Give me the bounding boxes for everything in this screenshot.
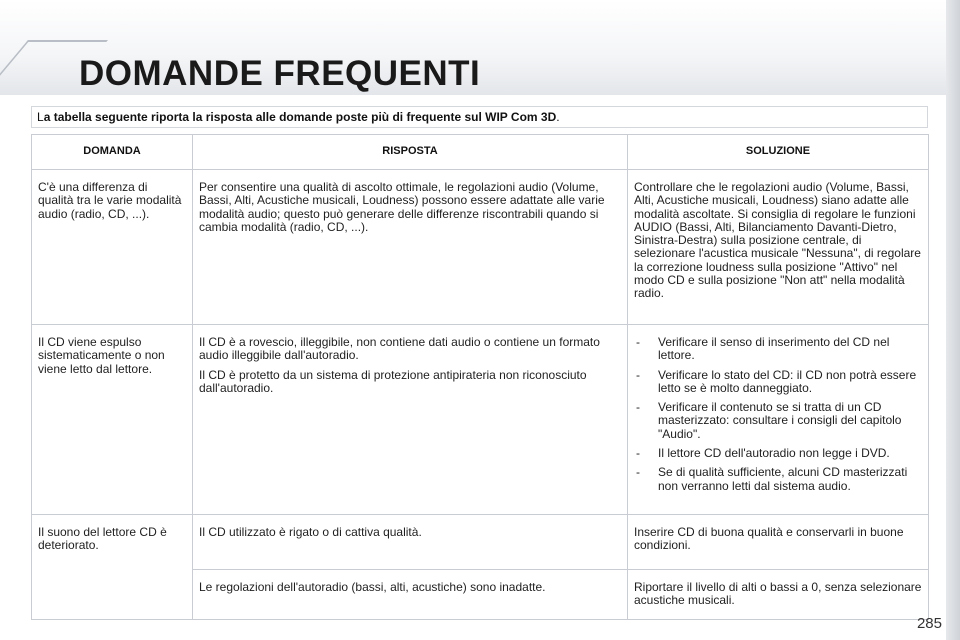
domanda-cell: Il CD viene espulso sistematicamente o non viene letto dal lettore. — [32, 325, 193, 515]
list-item: - Verificare il contenuto se si tratta di un CD masterizzato: consultare i consigli del capitolo "Audio". — [634, 401, 922, 441]
intro-text — [37, 110, 560, 124]
domanda-cell: Il suono del lettore CD è deteriorato. — [32, 515, 193, 620]
risposta-cell: Le regolazioni dell'autoradio (bassi, alti, acustiche) sono inadatte. — [193, 570, 628, 620]
soluzione-cell: Controllare che le regolazioni audio (Volume, Bassi, Alti, Acustiche musicali, Loudness) siano adatte alle modalità ascoltate. Si consiglia di regolare le funzioni AUDIO (Bassi, Alti, Bilanciamento Davanti-Dietro, Sinistra-Destra) sulla posizione centrale, di selezionare l'acustica musicale "Nessuna", di regolare la correzione loudness sulla posizione "Attivo" nel modo CD e sulla posizione "Non att" nella modalità radio. — [628, 170, 929, 325]
intro-box — [31, 106, 928, 128]
page-title: DOMANDE FREQUENTI — [79, 54, 481, 93]
risposta-paragraph: Il CD è a rovescio, illeggibile, non contiene dati audio o contiene un formato audio illeggibile dall'autoradio. — [199, 335, 600, 363]
faq-table — [31, 134, 929, 620]
table-header-row — [32, 135, 929, 170]
list-item: - Verificare il senso di inserimento del CD nel lettore. — [634, 336, 922, 363]
risposta-cell: Per consentire una qualità di ascolto ottimale, le regolazioni audio (Volume, Bassi, Alti, Acustiche musicali, Loudness) possono essere adattate alle varie modalità audio; questo può generare delle differenze riscontrabili quando si cambia modalità (radio, CD, ...). — [193, 170, 628, 325]
soluzione-cell: Inserire CD di buona qualità e conservarli in buone condizioni. — [628, 515, 929, 570]
soluzione-cell: Riportare il livello di alti o bassi a 0, senza selezionare acustiche musicali. — [628, 570, 929, 620]
list-item: - Verificare lo stato del CD: il CD non potrà essere letto se è molto danneggiato. — [634, 369, 922, 396]
table-row — [32, 170, 929, 325]
soluzione-list — [634, 336, 922, 493]
table-row — [32, 325, 929, 515]
header-domanda: DOMANDA — [32, 135, 193, 170]
list-item: - Il lettore CD dell'autoradio non legge i DVD. — [634, 447, 922, 460]
intro-tail: . — [556, 110, 560, 124]
intro-strong: a tabella seguente riporta la risposta alle domande poste più di frequente sul WIP Com 3D — [43, 110, 557, 124]
risposta-cell — [193, 325, 628, 515]
risposta-cell: Il CD utilizzato è rigato o di cattiva qualità. — [193, 515, 628, 570]
header-soluzione: SOLUZIONE — [628, 135, 929, 170]
table-row — [32, 515, 929, 570]
domanda-cell: C'è una differenza di qualità tra le varie modalità audio (radio, CD, ...). — [32, 170, 193, 325]
list-item: - Se di qualità sufficiente, alcuni CD masterizzati non verranno letti dal sistema audio. — [634, 466, 922, 493]
page-number: 285 — [916, 615, 942, 632]
risposta-paragraph: Il CD è protetto da un sistema di protezione antipirateria non riconosciuto dall'autoradio. — [199, 367, 587, 395]
header-risposta: RISPOSTA — [193, 135, 628, 170]
soluzione-cell — [628, 325, 929, 515]
page-edge — [946, 0, 960, 640]
intro-lead: L — [37, 110, 44, 124]
